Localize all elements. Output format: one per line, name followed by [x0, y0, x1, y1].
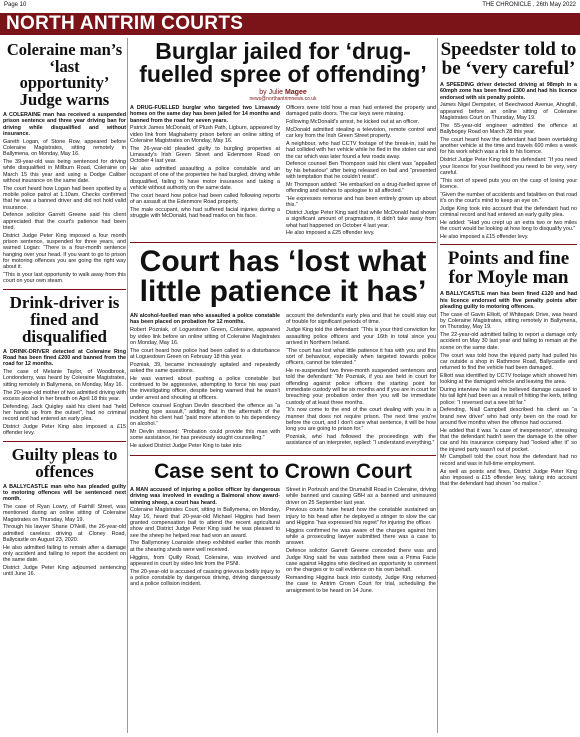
paragraph: Defending, Niall Campbell described his client as “a brand new driver” who had only been on the road for around five months when the offence had occurred. [440, 407, 577, 426]
paragraph: The case of Ryan Lowry, of Fairhill Street, was mentioned during an online sitting of Coleraine Magistrates on Thursday, May 19. [3, 503, 126, 523]
paragraph: Higgins confirmed he was aware of the charges against him while a prosecuting lawyer submitted there was a case to answer. [286, 527, 436, 547]
story-drink-driver [3, 294, 126, 437]
paragraph: District Judge Peter King told the defendant: “If you need your licence for your livelihood you need to be very, very careful. [440, 157, 577, 176]
paragraph: James Nigel Dempster, of Beechwood Avenue, Ahoghill, appeared before an online sitting of Coleraine Magistrates Court on Thursday, May 19. [440, 102, 577, 121]
story-col [130, 313, 280, 451]
divider [130, 455, 436, 456]
paragraph: Judge King took into account that the defendant had no criminal record and had entered an early guilty plea. [440, 205, 577, 219]
paragraph: The court was told how the injured party had pulled his car outside a shop in Rathmore Road, Ballycastle and returned to find the vehicle had been damaged. [440, 352, 577, 372]
paragraph: He also imposed a £25 offender levy. [286, 230, 375, 237]
story-guilty-pleas [3, 446, 126, 578]
paragraph: A COLERAINE man has received a suspended prison sentence and three year driving ban for driving while disqualified and without insurance. [3, 112, 126, 137]
story-body [3, 112, 126, 285]
story-columns [130, 105, 436, 238]
divider [440, 244, 577, 245]
story-columns [130, 313, 436, 451]
paragraph: A DRUG-FUELLED burglar who targeted two Limavady homes on the same day has been jailed for 14 months and banned from the road for seven years. [130, 105, 280, 124]
paragraph: Defence counsel Eoghan Devlin described the offence as “a pushing type assault,” adding that in the aftermath of the incident his client had “paid more attention to his dependency on alcohol.” [130, 402, 280, 428]
paragraph: Pozniak, who had followed the proceedings with the assistance of an interpreter, replied: “I understand everything.” [286, 433, 436, 447]
paragraph: The court heard how police had been called following reports of an assault at the Edenmore Road property. [130, 192, 280, 206]
headline: Points and fine for Moyle man [447, 248, 570, 289]
paragraph: Through his lawyer Shane O'Neill, the 26-year-old admitted careless driving at Cloney Road, Ballycastle on August 23, 2020. [3, 524, 126, 543]
story-body [440, 82, 577, 240]
paragraph: A DRINK-DRIVER detected at Coleraine Ring Road has been fined £200 and banned from the road for 12 months. [3, 348, 126, 368]
paper-date: THE CHRONICLE , 26th May 2022 [482, 2, 576, 8]
byline [130, 89, 436, 96]
paragraph: He re-suspended two three-month suspended sentences and told the defendant: “Mr Pozniak, if you are held in court for offending against police officers the starting point for immediate custody will be six months and if you are in court for breaching your probation order then you will be immediate custody of at least three months. [286, 368, 436, 406]
paragraph: “He expresses remorse and has been entirely grown up about this.” [286, 195, 436, 209]
story-columns [130, 487, 436, 595]
left-column [3, 38, 126, 735]
paragraph: “This is your last opportunity to walk away from this court on your own steam. [3, 272, 126, 285]
paragraph: The 20-year-old is accused of causing grievous bodily injury to a police constable by dangerous driving, driving dangerously and a police collision incident. [130, 568, 280, 588]
headline: Burglar jailed for ‘drug-fuelled spree of offending’ [139, 38, 427, 87]
paragraph: He asked District Judge Peter King to take into [130, 443, 242, 450]
paragraph: The case of Melanie Taylor, of Woodbrook, Londonderry, was heard by Coleraine Magistrates, sitting remotely in Ballymena, on Monday, May 16. [3, 369, 126, 388]
story-coleraine-man [3, 42, 126, 285]
byline-name: Magee [284, 89, 307, 96]
paragraph: Gareth Logan, of Stone Row, appeared before Coleraine Magistrates, sitting remotely in Ballymena, on Monday, May 16. [3, 138, 126, 158]
story-col [286, 487, 436, 595]
paragraph: The case of Gavin Elliott, of Whitepark Drive, was heard by Coleraine Magistrates, sitting remotely in Ballymena, on Thursday, May 19. [440, 311, 577, 331]
paragraph: The 55-year-old engineer admitted the offence at Ballybogey Road on March 28 this year. [440, 122, 577, 136]
paragraph: account the defendant's early plea and that he could stay out of trouble for significant periods of time. [286, 313, 436, 326]
paragraph: A BALLYCASTLE man has been fined £120 and had his licence endorsed with five penalty points after pleading guilty to motoring offences. [440, 291, 577, 310]
middle-column [130, 38, 436, 735]
paragraph: Higgins, from Quilly Road, Coleraine, was involved and appeared in court by video link from the PSNI. [130, 554, 280, 567]
headline: Coleraine man’s ‘last opportunity’ Judge warns [6, 40, 123, 109]
column-rule [437, 38, 438, 733]
paragraph: Defending, Jack Quigley said his client had “held her hands up from the outset”, had no criminal record and had entered an early plea. [3, 403, 126, 423]
divider [3, 289, 126, 290]
paragraph: He also admitted assaulting a police constable and an occupant of one of the properties he had burgled, driving while disqualified, failing to have motor insurance and taking a vehicle without authority on the same date. [130, 166, 280, 192]
author-email: news@northantrimnews.co.uk [249, 96, 317, 102]
column-rule [127, 38, 128, 733]
story-body [3, 484, 126, 578]
paragraph: As well as points and fines, District Judge Peter King also imposed a £15 offender levy, taking into account that the defendant had shown “no malice.” [440, 468, 577, 488]
paragraph: McDonald admitted stealing a television, remote control and car key from the Irish Green Street property. [286, 126, 436, 140]
byline-prefix: by Julie [259, 89, 283, 96]
paragraph: Mr Campbell told the court how the defendant had no record and was in full-time employment. [440, 454, 577, 467]
paragraph: A MAN accused of injuring a police officer by dangerous driving was involved in evading a Balmoral show award-winning sheep, a court has heard. [130, 487, 280, 506]
paragraph: Pozniak, 39, became increasingly agitated and repeatedly asked the same questions. [130, 361, 280, 375]
story-speedster [440, 40, 577, 240]
paragraph: “It's now come to the end of the court dealing with you in a manner that does not require prison. The next time you're before the court, and I don't care what sentence, it will be how long you are going to prison for.” [286, 407, 436, 433]
paragraph: District Judge Peter King also imposed a £15 offender levy. [3, 423, 126, 437]
story-col [286, 105, 436, 238]
paragraph: A neighbour, who had CCTV footage of the break-in, said he had collided with her vehicle while he fled in the stolen car and the car which was later found a few roads away. [286, 140, 436, 160]
paragraph: Elliott was identified by CCTV footage which showed him looking at the damaged vehicle and leaving the area. [440, 372, 577, 386]
paragraph: “This sort of speed puts you on the cusp of losing your licence. [440, 177, 577, 190]
paragraph: The 26-year-old pleaded guilty to burgling properties at Limavady's Irish Green Street and Edenmore Road on October 4 last year. [130, 145, 280, 165]
paragraph: Previous courts have heard how the constable sustained an injury to his head after he deployed a stinger to slow the car and Higgins “has expressed his regret” for injuring the officer. [286, 507, 436, 527]
paragraph: A SPEEDING driver detected driving at 98mph in a 60mph zone has been fined £300 and had his licence endorsed with six penalty points. [440, 82, 577, 101]
paragraph: He added: “Had you crept up an extra two or two miles the court would be looking at how long to disqualify you.” [440, 219, 577, 233]
paragraph: Defence solicitor Garrett Greene conceded there was and Judge King said he was satisfied there was a Prima Facie case against Higgins who declined an opportunity to comment on the charges or to call evidence on his own behalf. [286, 548, 436, 574]
paragraph: Coleraine Magistrates Court, sitting in Ballymena, on Monday, May 16, heard that 20-year-old Michael Higgins had been granted compensation bail to attend the recent agricultural show and District Judge Peter King said he was pleased to see the sheep he helped rear had won an award. [130, 507, 280, 539]
paragraph: AN alcohol-fuelled man who assaulted a police constable has been placed on probation for 12 months. [130, 313, 280, 326]
story-body [3, 349, 126, 437]
paragraph: The 39-year-old was being sentenced for driving while disqualified in Millburn Road, Coleraine on March 15 this year and using a Dodge Caliber without insurance on the same date. [3, 159, 126, 184]
paragraph: The court heard how the defendant had been overtaking another vehicle at the time and travels 600 miles a week for his work which was a risk to his licence. [440, 136, 577, 156]
headline: Case sent to Crown Court [154, 460, 412, 484]
paragraph: During interview he said he believed damage caused to his tail light had been as a result of hitting the kerb, telling police: “I reversed out a wee bit far.” [440, 386, 577, 406]
story-moyle-man [440, 249, 577, 487]
paragraph: The court heard how police had been called to a disturbance at Loguestown Green on February 18 this year. [130, 347, 280, 360]
paragraph: Defence counsel Ben Thompson said his client was “appalled by his behaviour” after being released on bail and “presented with temptation that he couldn't resist”. [286, 161, 436, 180]
story-crown-court [130, 460, 436, 595]
divider [3, 441, 126, 442]
headline: Drink-driver is fined and disqualified [9, 292, 120, 346]
section-banner: NORTH ANTRIM COURTS [0, 13, 580, 35]
headline: Speedster told to be ‘very careful’ [440, 39, 577, 79]
story-col [130, 105, 280, 238]
paragraph: “Given the number of accidents and fatalities on that road it's on the court's mind to keep an eye on.” [440, 191, 577, 205]
paragraph: Mr Thompson added: “He embarked on a drug-fuelled spree of offending and wishes to apologise to all affected.” [286, 181, 436, 195]
paragraph: Street in Portrush and the Drumahill Road in Coleraine, driving while banned and causing GBH as a banned and uninsured driver on 25 September last year. [286, 487, 436, 506]
paragraph: Officers were told how a man had entered the property and damaged patio doors. The car keys were missing. [286, 105, 436, 118]
paragraph: District Judge Peter King imposed a four month prison sentence, suspended for three years, and warned Logan: “There is a four-month sentence hanging over your head. If you want to go to prison for motoring offences you are going the right way about it. [3, 232, 126, 271]
paragraph: Mr Devlin stressed: “Probation could provide this man with some assistance, he has previously sought counselling.” [130, 429, 280, 442]
page-number: Page 10 [4, 2, 27, 8]
paragraph: Patrick James McDonald, of Plush Path, Ligburn, appeared by video link from Maghaberry prison before an online sitting of Coleraine Magistrates on Monday, May 16. [130, 125, 280, 144]
paragraph: District Judge Peter King said that while McDonald had shown a significant amount of pragmatism, it didn't take away from what had happened on October 4 last year. [286, 209, 436, 229]
paragraph: He also admitted failing to remain after a damage only accident and failing to report the accident on the same date. [3, 544, 126, 564]
right-column [440, 38, 577, 735]
paragraph: A BALLYCASTLE man who has pleaded guilty to motoring offences will be sentenced next month. [3, 483, 126, 503]
paragraph: District Judge Peter King adjourned sentencing until June 16. [3, 565, 126, 578]
paragraph: The 20-year-old mother of two admitted driving with excess alcohol in her breath on April 18 this year. [3, 389, 126, 402]
divider [130, 242, 436, 243]
paragraph: The court heard how Logan had been spotted by a mobile police patrol at 1.10am. Checks confirmed that he was a banned driver and did not hold valid insurance. [3, 185, 126, 211]
story-burglar-jailed [130, 40, 436, 238]
story-body [440, 291, 577, 487]
story-col [286, 313, 436, 451]
paragraph: The male occupant, who had suffered facial injuries during a struggle with McDonald, had head marks on his face. [130, 206, 280, 220]
paragraph: He also imposed a £15 offender levy. [440, 234, 529, 241]
paragraph: The 22-year-old admitted failing to report a damage only accident on May 30 last year and failing to remain at the scene on the same date. [440, 332, 577, 351]
paragraph: Robert Pozniak, of Loguestown Green, Coleraine, appeared by video link before an online sitting of Coleraine Magistrates on Monday, May 16. [130, 327, 280, 346]
paragraph: He was warned about pushing a police constable but continued to be aggressive, attempting to force his way past the investigating officer, despite being warned that he wasn't under arrest and shouting at officers. [130, 375, 280, 401]
story-court-patience [130, 247, 436, 451]
paragraph: Remanding Higgins back into custody, Judge King returned the case to Antrim Crown Court for trial, scheduling the arraignment to be heard on 14 June. [286, 574, 436, 594]
paragraph: Judge King told the defendant: “This is your third conviction for assaulting police officers and your 16th in total since you arrived in Northern Ireland. [286, 327, 436, 346]
headline: Guilty pleas to offences [11, 444, 118, 481]
paragraph: “The court has lost what little patience it has with you and this sort of behaviour, especially when targeted towards police officers, cannot be tolerated.” [286, 347, 436, 367]
paragraph: He added that it was “a case of inexperience”, stressing that the defendant hadn't seen the damage to the other car and his insurance company had “looked after it” so the injured party wasn't out of pocket. [440, 427, 577, 453]
paragraph: The Ballymoney Loanside sheep exhibited earlier this month at the shearing sheds were well received. [130, 540, 280, 553]
paragraph: Defence solicitor Garrett Greene said his client appreciated that the court's patience had been tried. [3, 212, 126, 232]
page-folio [4, 2, 576, 12]
story-col [130, 487, 280, 595]
paragraph: Following McDonald's arrest, he kicked out at an officer. [286, 119, 420, 126]
headline: Court has ‘lost what little patience it has’ [139, 245, 427, 309]
